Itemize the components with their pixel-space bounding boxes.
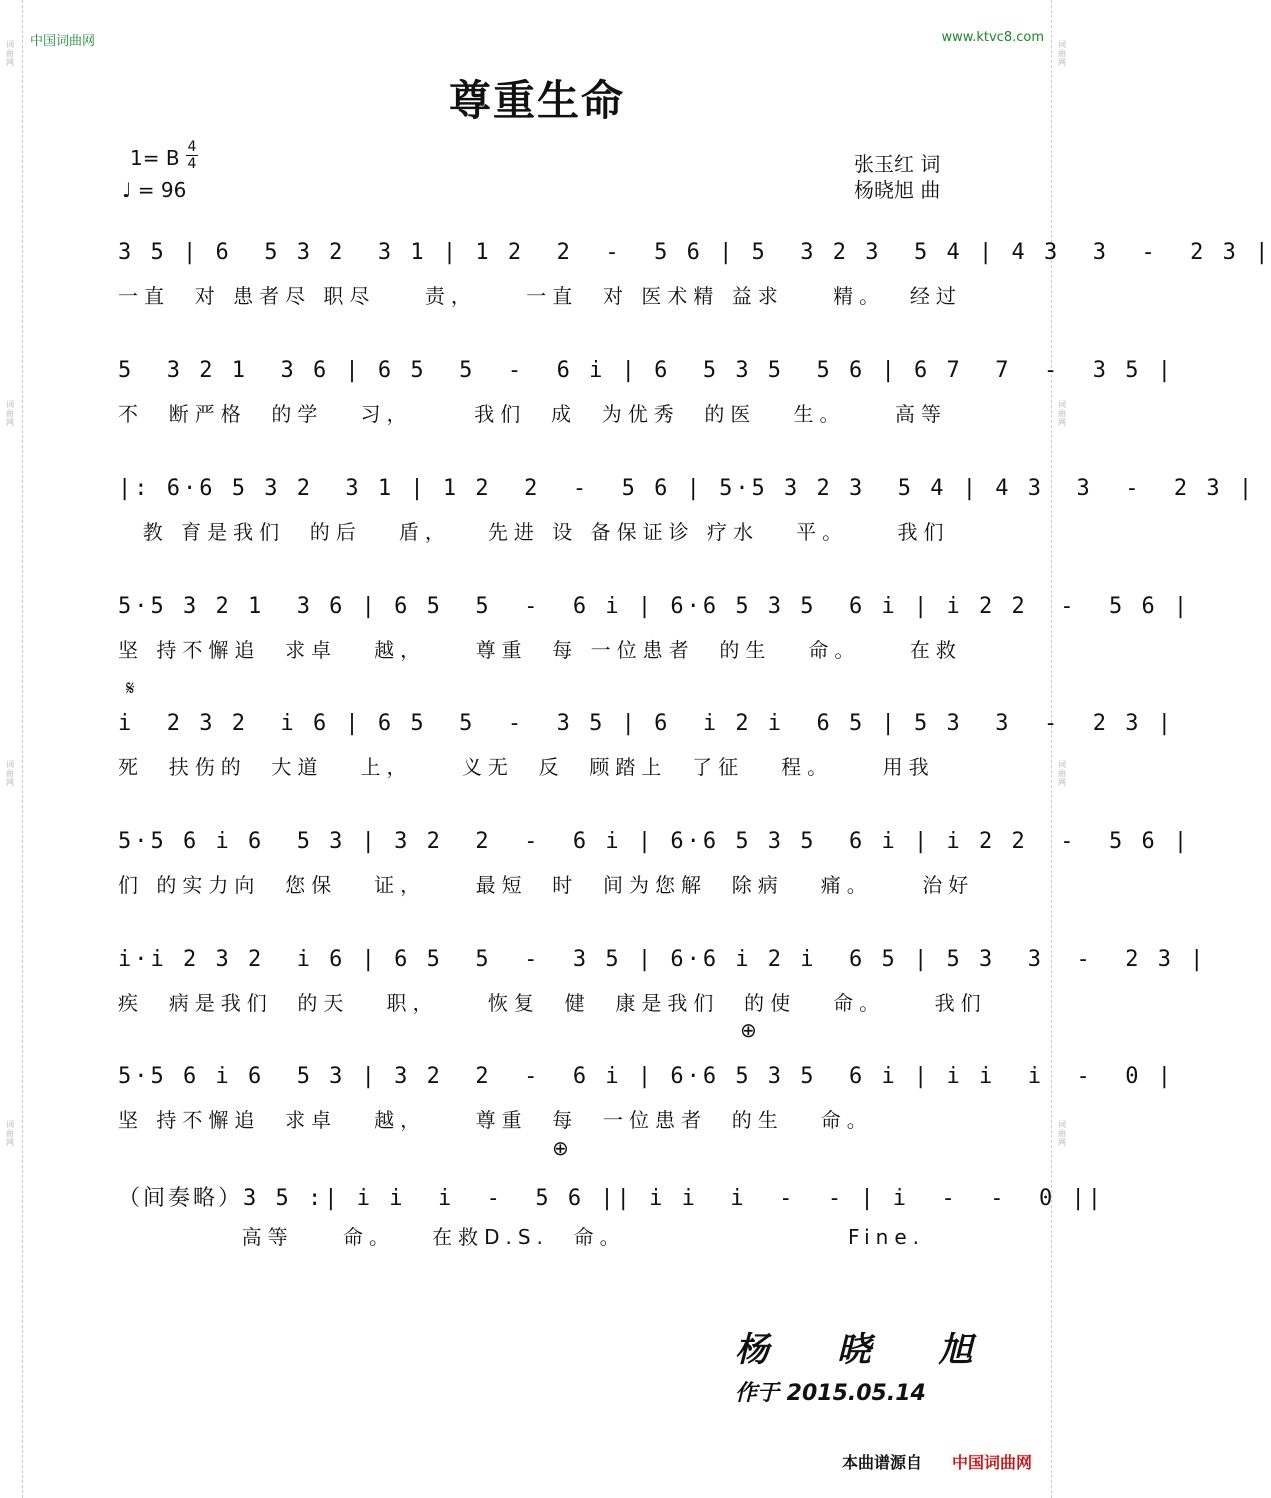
notation-line: 5·5 6 i 6 5 3 | 3 2 2 - 6 i | 6·6 5 3 5 6 i | i i i - 0 | [118, 1064, 1174, 1089]
coda-sign: ⊕ [552, 1136, 569, 1160]
source-label: 本曲谱源自 [842, 1453, 923, 1472]
watermark-text: 词曲网 [6, 1120, 14, 1147]
notation-line: （间奏略）3 5 :| i i i - 5 6 || i i i - - | i - - 0 || [118, 1186, 1104, 1211]
watermark-text: 词曲网 [1058, 760, 1066, 787]
notation-line: i 2 3 2 i 6 | 6 5 5 - 3 5 | 6 i 2 i 6 5 | 5 3 3 - 2 3 | [118, 711, 1174, 736]
site-url[interactable]: www.ktvc8.com [941, 30, 1044, 45]
source-brand[interactable]: 中国词曲网 [952, 1453, 1033, 1472]
composition-date: 作于 2015.05.14 [735, 1381, 926, 1406]
lyric-line: 不 断严格 的学 习， 我们 成 为优秀 的医 生。 高等 [118, 402, 947, 426]
key-signature: 1= B [130, 146, 180, 170]
watermark-text: 词曲网 [6, 400, 14, 427]
lyric-line: 疾 病是我们 的天 职， 恢复 健 康是我们 的使 命。 我们 [118, 991, 987, 1015]
lyricist-credit: 张玉红 词 [854, 152, 941, 176]
song-title: 尊重生命 [448, 76, 625, 125]
left-margin-watermark [0, 0, 23, 1498]
right-margin-watermark [1051, 0, 1074, 1498]
segno-sign: 𝄋 [126, 676, 135, 700]
lyric-line: 坚 持不懈追 求卓 越， 尊重 每 一位患者 的生 命。 [118, 1108, 873, 1132]
notation-line: 5·5 3 2 1 3 6 | 6 5 5 - 6 i | 6·6 5 3 5 6 i | i 2 2 - 5 6 | [118, 594, 1191, 619]
time-signature-top: 4 [187, 139, 197, 155]
quarter-note-icon: ♩ [122, 178, 132, 202]
coda-sign: ⊕ [740, 1018, 757, 1042]
notation-line: |: 6·6 5 3 2 3 1 | 1 2 2 - 5 6 | 5·5 3 2 3 5 4 | 4 3 3 - 2 3 | [118, 476, 1256, 501]
watermark-text: 词曲网 [6, 40, 14, 67]
lyric-line: 高等 命。 在救D.S. 命。 Fine. [118, 1225, 925, 1249]
notation-line: i·i 2 3 2 i 6 | 6 5 5 - 3 5 | 6·6 i 2 i 6 5 | 5 3 3 - 2 3 | [118, 947, 1207, 972]
lyric-line: 坚 持不懈追 求卓 越， 尊重 每 一位患者 的生 命。 在救 [118, 638, 962, 662]
composer-signature: 杨 晓 旭 [735, 1330, 1001, 1370]
notation-line: 5 3 2 1 3 6 | 6 5 5 - 6 i | 6 5 3 5 5 6 | 6 7 7 - 3 5 | [118, 358, 1174, 383]
time-signature-bottom: 4 [187, 156, 197, 172]
notation-line: 3 5 | 6 5 3 2 3 1 | 1 2 2 - 5 6 | 5 3 2 3 5 4 | 4 3 3 - 2 3 | [118, 240, 1271, 265]
watermark-text: 词曲网 [1058, 1120, 1066, 1147]
lyric-line: 们 的实力向 您保 证， 最短 时 间为您解 除病 痛。 治好 [118, 873, 975, 897]
tempo-marking [122, 178, 186, 202]
composer-credit: 杨晓旭 曲 [854, 178, 941, 202]
notation-line: 5·5 6 i 6 5 3 | 3 2 2 - 6 i | 6·6 5 3 5 6 i | i 2 2 - 5 6 | [118, 829, 1191, 854]
tempo-value: = 96 [137, 178, 187, 202]
lyric-line: 教 育是我们 的后 盾， 先进 设 备保证诊 疗水 平。 我们 [118, 520, 950, 544]
time-signature [186, 140, 198, 171]
watermark-text: 词曲网 [6, 760, 14, 787]
site-name[interactable]: 中国词曲网 [30, 34, 96, 49]
watermark-text: 词曲网 [1058, 400, 1066, 427]
lyric-line: 死 扶伤的 大道 上， 义无 反 顾踏上 了征 程。 用我 [118, 755, 935, 779]
watermark-text: 词曲网 [1058, 40, 1066, 67]
lyric-line: 一直 对 患者尽 职尽 责， 一直 对 医术精 益求 精。 经过 [118, 284, 962, 308]
